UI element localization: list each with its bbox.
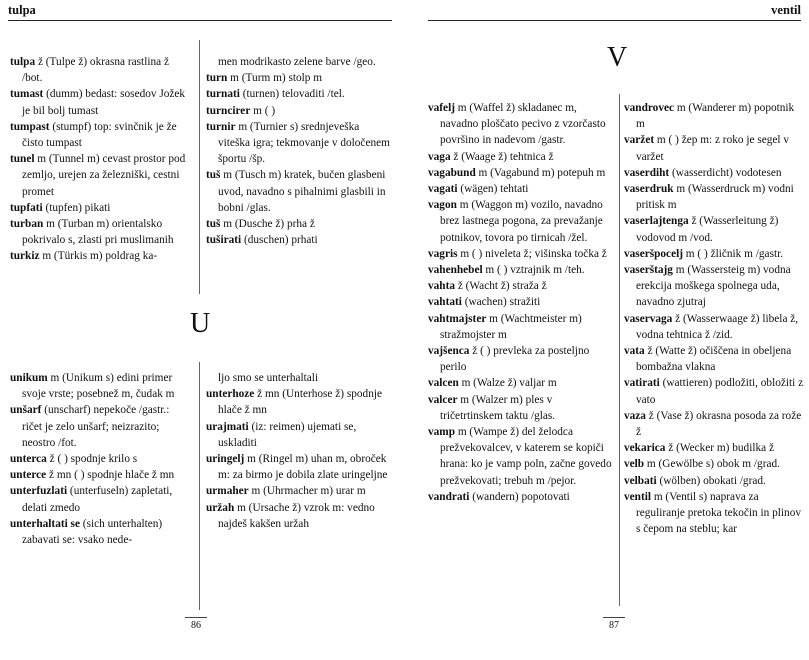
dictionary-entry <box>10 451 190 467</box>
entry-headword: vaserdiht <box>624 166 670 179</box>
entry-headword: turnir <box>206 120 236 133</box>
left-page <box>0 0 400 660</box>
entry-definition: m (Uhrmacher m) urar m <box>248 485 366 498</box>
entry-headword: turn <box>206 72 228 85</box>
entry-definition: m (Waggon m) vozilo, navadno brez lastnega pogona, za prevažanje potnikov, tovora po tirnicah /žel. <box>440 199 603 244</box>
entry-definition: ž mn (Unterhose ž) spodnje hlače ž mn <box>218 388 383 417</box>
entry-definition: m (Ursache ž) vzrok m: vedno najdeš kakšen uržah <box>218 501 375 530</box>
dictionary-entry <box>428 375 614 391</box>
entry-definition: ž (Vase ž) okrasna posoda za rože ž <box>636 409 802 439</box>
entry-definition: m (Wampe ž) del želodca prežvekovalcev, v katerem se kopiči hrana: ko je vamp poln, začne govedo prežvekovati; trebuh m /pejor. <box>440 426 612 487</box>
entry-definition: ž ( ) spodnje krilo s <box>46 453 138 466</box>
dictionary-entry <box>10 483 190 515</box>
dictionary-entry <box>624 473 804 489</box>
entry-headword: vamp <box>428 426 455 439</box>
right-page <box>418 0 809 660</box>
entries-column <box>10 370 190 548</box>
entry-headword: vaseršpocelj <box>624 247 683 260</box>
entry-definition: men modrikasto zelene barve /geo. <box>218 56 376 68</box>
entry-definition: ž mn ( ) spodnje hlače ž mn <box>46 469 175 482</box>
entry-headword: vaserdruk <box>624 183 674 196</box>
entry-definition: (sich unterhalten) zabavati se: vsako nede- <box>22 517 163 547</box>
entries-column <box>206 54 394 248</box>
entry-headword: velb <box>624 458 645 471</box>
page-number-rule <box>185 617 207 618</box>
dictionary-entry <box>428 392 614 424</box>
entries-column <box>428 100 614 505</box>
entry-headword: vajšenca <box>428 345 470 358</box>
entry-headword: varžet <box>624 134 655 147</box>
dictionary-entry <box>206 86 394 102</box>
entry-headword: vagris <box>428 247 458 260</box>
entry-definition: m ( ) žličnik m /gastr. <box>682 247 784 260</box>
dictionary-entry <box>624 343 804 375</box>
entry-definition: ljo smo se unterhaltali <box>218 372 319 384</box>
entry-definition: (wölben) obokati /grad. <box>656 474 766 487</box>
entry-definition: ž (Watte ž) očiščena in obeljena bombažna vlakna <box>636 345 792 374</box>
entry-definition: m (Vagabund m) potepuh m <box>475 166 606 179</box>
dictionary-entry <box>10 216 190 248</box>
dictionary-entry <box>428 165 614 181</box>
entry-headword: vatirati <box>624 377 660 390</box>
dictionary-entry <box>428 181 614 197</box>
entry-headword: turban <box>10 218 44 231</box>
entry-headword: tuširati <box>206 234 242 247</box>
dictionary-entry <box>624 408 804 440</box>
dictionary-entry <box>206 370 394 386</box>
entry-headword: velbati <box>624 474 657 487</box>
dictionary-entry <box>624 100 804 132</box>
entry-definition: (unterfuseln) zapletati, delati zmedo <box>22 485 173 514</box>
entry-definition: m (Gewölbe s) obok m /grad. <box>644 458 780 471</box>
entry-headword: vafelj <box>428 102 455 114</box>
header-rule <box>428 20 801 21</box>
dictionary-entry <box>428 343 614 375</box>
entry-definition: (wägen) tehtati <box>457 183 529 196</box>
dictionary-entry <box>10 402 190 451</box>
entry-headword: unikum <box>10 372 48 384</box>
dictionary-entry <box>428 278 614 294</box>
entry-definition: m (Walze ž) valjar m <box>458 377 557 390</box>
entry-definition: m (Wachtmeister m) stražmojster m <box>440 312 582 341</box>
dictionary-entry <box>624 213 804 245</box>
entry-definition: ž (Wasserwaage ž) libela ž, vodna tehtnica ž /zid. <box>636 312 799 341</box>
dictionary-entry <box>428 197 614 246</box>
entry-headword: tunel <box>10 153 35 166</box>
entry-headword: unterfuzlati <box>10 485 68 498</box>
entry-definition: m (Tusch m) kratek, bučen glasbeni uvod, navadno s pihalnimi glasbili in bobni /glas. <box>218 169 386 214</box>
entry-definition: (iz: reimen) ujemati se, uskladiti <box>218 420 357 449</box>
entry-headword: turkiz <box>10 250 40 263</box>
entry-headword: tupfati <box>10 201 43 214</box>
dictionary-entry <box>624 489 804 538</box>
section-letter: U <box>190 308 211 339</box>
entry-definition: m ( ) vztrajnik m /teh. <box>482 264 585 277</box>
dictionary-entry <box>428 489 614 505</box>
entry-headword: valcer <box>428 393 458 406</box>
dictionary-entry <box>624 440 804 456</box>
dictionary-entry <box>428 311 614 343</box>
entry-headword: unterhaltati se <box>10 517 80 530</box>
entry-definition: m ( ) <box>250 104 276 117</box>
entry-definition: m (Walzer m) ples v tričetrtinskem taktu /glas. <box>440 393 556 422</box>
dictionary-entry <box>206 70 394 86</box>
entry-headword: urajmati <box>206 420 249 433</box>
entry-definition: ž (Waage ž) tehtnica ž <box>450 150 554 163</box>
entry-definition: (wachen) stražiti <box>461 296 541 309</box>
entry-headword: unterhoze <box>206 388 255 401</box>
dictionary-entry <box>624 311 804 343</box>
dictionary-entry <box>624 165 804 181</box>
entry-headword: vandrati <box>428 490 470 503</box>
entry-definition: ž (Tulpe ž) okrasna rastlina ž /bot. <box>22 56 169 85</box>
entry-definition: m (Ventil s) naprava za reguliranje pretoka tekočin in plinov s čepom na steblu; kar <box>636 490 802 536</box>
entry-headword: vandrovec <box>624 102 674 114</box>
entry-headword: vaserštajg <box>624 264 673 277</box>
entry-headword: uržah <box>206 501 235 514</box>
entry-definition: m (Wanderer m) popotnik m <box>636 102 795 131</box>
dictionary-entry <box>10 151 190 200</box>
entries-column <box>10 54 190 265</box>
entry-headword: tumpast <box>10 120 50 133</box>
entries-column <box>206 370 394 532</box>
entry-definition: m (Unikum s) edini primer svoje vrste; posebnež m, čudak m <box>22 372 175 401</box>
entry-headword: vata <box>624 345 645 358</box>
dictionary-entry <box>10 516 190 548</box>
entry-headword: tuš <box>206 169 221 182</box>
dictionary-entry <box>206 483 394 499</box>
entry-definition: (unscharf) nepekoče /gastr.: ričet je zelo unšarf; neizrazito; neostro /fot. <box>22 404 170 449</box>
dictionary-entry <box>428 262 614 278</box>
entry-definition: m (Wasserdruck m) vodni pritisk m <box>636 183 794 212</box>
dictionary-entry <box>10 467 190 483</box>
page-number: 87 <box>609 620 619 631</box>
entry-definition: (duschen) prhati <box>241 234 318 247</box>
column-divider <box>199 40 200 294</box>
entry-definition: m ( ) žep m: z roko je segel v varžet <box>636 134 789 163</box>
dictionary-entry <box>206 451 394 483</box>
dictionary-entry <box>206 216 394 232</box>
dictionary-entry <box>206 232 394 248</box>
dictionary-entry <box>428 294 614 310</box>
entry-definition: (wandern) popotovati <box>469 490 570 503</box>
dictionary-entry <box>206 54 394 70</box>
entry-definition: m (Wassersteig m) vodna erekcija moškega spolnega uda, navadno zjutraj <box>636 264 791 309</box>
dictionary-entry <box>428 149 614 165</box>
entry-definition: m (Turban m) orientalsko pokrivalo s, zlasti pri muslimanih <box>22 218 174 247</box>
entry-headword: vaza <box>624 409 646 422</box>
entry-headword: vaserlajtenga <box>624 215 689 228</box>
entry-headword: unterce <box>10 469 47 482</box>
section-letter: V <box>607 42 628 73</box>
entry-definition: ž (Wasserleitung ž) vodovod m /vod. <box>636 215 779 244</box>
entry-headword: vahta <box>428 280 455 293</box>
dictionary-entry <box>10 86 190 118</box>
dictionary-entry <box>10 54 190 86</box>
entry-definition: m (Dusche ž) prha ž <box>220 218 315 231</box>
entries-column <box>624 100 804 537</box>
entry-headword: vaga <box>428 150 451 163</box>
entry-headword: vaservaga <box>624 312 673 325</box>
entry-headword: urmaher <box>206 485 249 498</box>
entry-headword: vagati <box>428 183 458 196</box>
running-head-right: ventil <box>771 3 801 17</box>
header-rule <box>8 20 392 21</box>
dictionary-entry <box>624 132 804 164</box>
entry-headword: unterca <box>10 453 47 466</box>
entry-definition: m (Turnier s) srednjeveška viteška igra; tekmovanje v določenem športu /šp. <box>218 120 390 166</box>
dictionary-entry <box>428 246 614 262</box>
dictionary-entry <box>206 419 394 451</box>
entry-definition: ž ( ) prevleka za posteljno perilo <box>440 345 590 374</box>
entry-definition: (wasserdicht) vodotesen <box>669 166 782 179</box>
entry-definition: ž (Wacht ž) straža ž <box>455 280 547 293</box>
dictionary-entry <box>206 500 394 532</box>
page-number: 86 <box>191 620 201 631</box>
column-divider <box>199 362 200 610</box>
entry-headword: ventil <box>624 490 651 503</box>
dictionary-entry <box>624 456 804 472</box>
entry-definition: (dumm) bedast: sosedov Jožek je bil bolj tumast <box>22 88 186 117</box>
entry-headword: vahtmajster <box>428 312 487 325</box>
entry-definition: (wattieren) podložiti, obložiti z vato <box>636 377 804 406</box>
dictionary-entry <box>624 246 804 262</box>
entry-headword: vahtati <box>428 296 462 309</box>
dictionary-entry <box>428 424 614 489</box>
entry-headword: unšarf <box>10 404 42 417</box>
entry-definition: m (Waffel ž) skladanec m, navadno ploščato pecivo z vzorčasto površino in nadevom /gastr. <box>440 102 606 147</box>
entry-headword: vahenhebel <box>428 264 483 277</box>
dictionary-entry <box>206 103 394 119</box>
dictionary-entry <box>624 181 804 213</box>
entry-headword: turnati <box>206 88 240 101</box>
entry-headword: tumast <box>10 88 44 101</box>
dictionary-entry <box>624 375 804 407</box>
entry-definition: m (Turm m) stolp m <box>227 72 323 85</box>
entry-headword: tuš <box>206 218 221 231</box>
entry-headword: tulpa <box>10 56 36 68</box>
entry-definition: m (Ringel m) uhan m, obroček m: za birmo je dobila zlate uringeljne <box>218 453 388 482</box>
entry-definition: m ( ) niveleta ž; višinska točka ž <box>457 247 607 260</box>
dictionary-entry <box>206 167 394 216</box>
dictionary-entry <box>10 248 190 264</box>
dictionary-entry <box>10 119 190 151</box>
entry-definition: m (Tunnel m) cevast prostor pod zemljo, urejen za železniški, cestni promet <box>22 153 186 198</box>
entry-definition: (stumpf) top: svinčnik je že čisto tumpast <box>22 120 177 150</box>
page-number-rule <box>603 617 625 618</box>
column-divider <box>619 94 620 606</box>
dictionary-entry <box>428 100 614 149</box>
dictionary-entry <box>206 119 394 168</box>
entry-definition: ž (Wecker m) budilka ž <box>665 442 774 455</box>
entry-definition: (turnen) telovaditi /tel. <box>239 88 345 101</box>
dictionary-entry <box>10 200 190 216</box>
dictionary-entry <box>206 386 394 418</box>
entry-headword: uringelj <box>206 453 245 466</box>
entry-headword: vekarica <box>624 442 666 455</box>
running-head-left: tulpa <box>8 3 36 17</box>
entry-definition: m (Türkis m) poldrag ka- <box>39 250 158 263</box>
entry-headword: turncirer <box>206 104 251 117</box>
entry-headword: vagabund <box>428 166 476 179</box>
entry-definition: (tupfen) pikati <box>42 201 111 214</box>
entry-headword: vagon <box>428 199 457 212</box>
entry-headword: valcen <box>428 377 459 390</box>
dictionary-entry <box>10 370 190 402</box>
dictionary-entry <box>624 262 804 311</box>
